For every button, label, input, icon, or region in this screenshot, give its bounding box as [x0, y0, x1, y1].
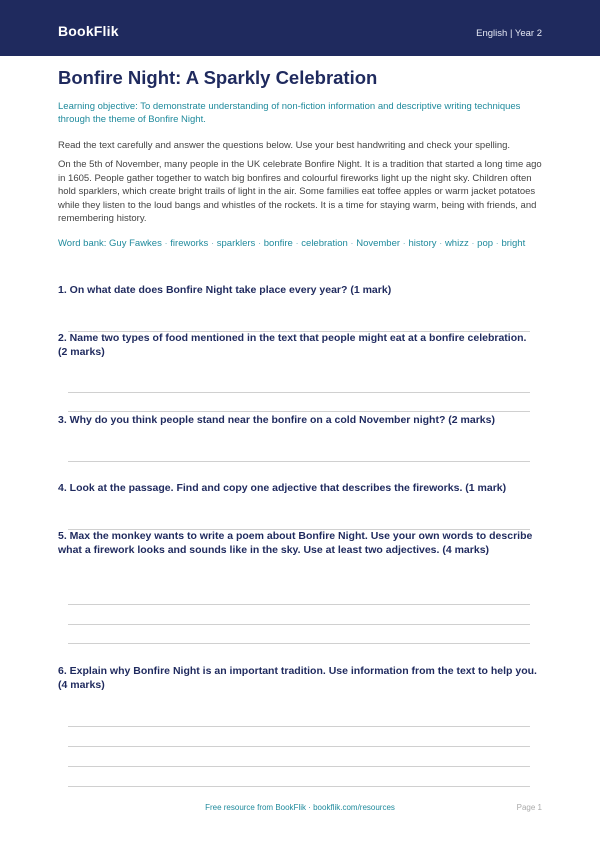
answer-line[interactable]	[68, 392, 530, 393]
instructions: Read the text carefully and answer the questions below. Use your best handwriting and check your spelling.	[58, 140, 511, 151]
question-5: 5. Max the monkey wants to write a poem about Bonfire Night. Use your own words to describe what a firework looks and sounds like in the sky. Use at least two adjectives. (4 marks)	[58, 530, 533, 556]
answer-line[interactable]	[68, 746, 530, 747]
answer-line[interactable]	[68, 604, 530, 605]
word-bank-word: bright	[501, 238, 526, 249]
answer-line[interactable]	[68, 726, 530, 727]
word-bank-word: celebration	[301, 238, 348, 249]
word-bank-word: November	[356, 238, 401, 249]
question-2: 2. Name two types of food mentioned in the text that people might eat at a bonfire celebration. (2 marks)	[58, 332, 527, 358]
answer-line[interactable]	[68, 643, 530, 644]
worksheet-title: Bonfire Night: A Sparkly Celebration	[58, 67, 378, 88]
question-1: 1. On what date does Bonfire Night take place every year? (1 mark)	[58, 284, 392, 296]
question-3: 3. Why do you think people stand near the bonfire on a cold November night? (2 marks)	[58, 414, 495, 426]
word-bank-word: bonfire	[263, 238, 293, 249]
learning-objective: Learning objective: To demonstrate understanding of non-fiction information and descriptive writing techniques through the theme of Bonfire Night.	[58, 101, 521, 125]
reading-passage: On the 5th of November, many people in the UK celebrate Bonfire Night. It is a tradition that started a long time ago in 1605. People gather together to watch big bonfires and colourful fireworks light up the night sky. Children often hold sparklers, which create bright trails of light in the air. Some families eat toffee apples or warm jacket potatoes while they listen to the loud bangs and whistles of the rockets. It is a time for staying warm, being with friends, and remembering history.	[58, 159, 542, 224]
word-bank-word: Guy Fawkes	[109, 238, 162, 249]
footer-resource-link[interactable]: Free resource from BookFlik · bookflik.com/resources	[205, 803, 395, 812]
word-bank-word: fireworks	[170, 238, 209, 249]
word-bank-word: history	[408, 238, 437, 249]
word-bank-word: sparklers	[216, 238, 256, 249]
answer-line[interactable]	[68, 461, 530, 462]
page-number: Page 1	[516, 803, 542, 812]
answer-line[interactable]	[68, 766, 530, 767]
word-bank-word: pop	[477, 238, 494, 249]
answer-line[interactable]	[68, 411, 530, 412]
answer-line[interactable]	[68, 624, 530, 625]
subject-year-label: English | Year 2	[476, 28, 542, 39]
word-bank-word: whizz	[444, 238, 469, 249]
answer-line[interactable]	[68, 786, 530, 787]
word-bank-label: Word bank:	[58, 238, 107, 249]
question-6: 6. Explain why Bonfire Night is an important tradition. Use information from the text to help you. (4 marks)	[58, 665, 537, 691]
word-bank: Word bank: Guy Fawkes · fireworks · sparklers · bonfire · celebration · November · history · whizz · pop · bright	[58, 238, 526, 249]
question-4: 4. Look at the passage. Find and copy one adjective that describes the fireworks. (1 mark)	[58, 482, 507, 494]
brand-logo[interactable]: BookFlik	[58, 23, 119, 39]
page-header	[0, 0, 600, 56]
